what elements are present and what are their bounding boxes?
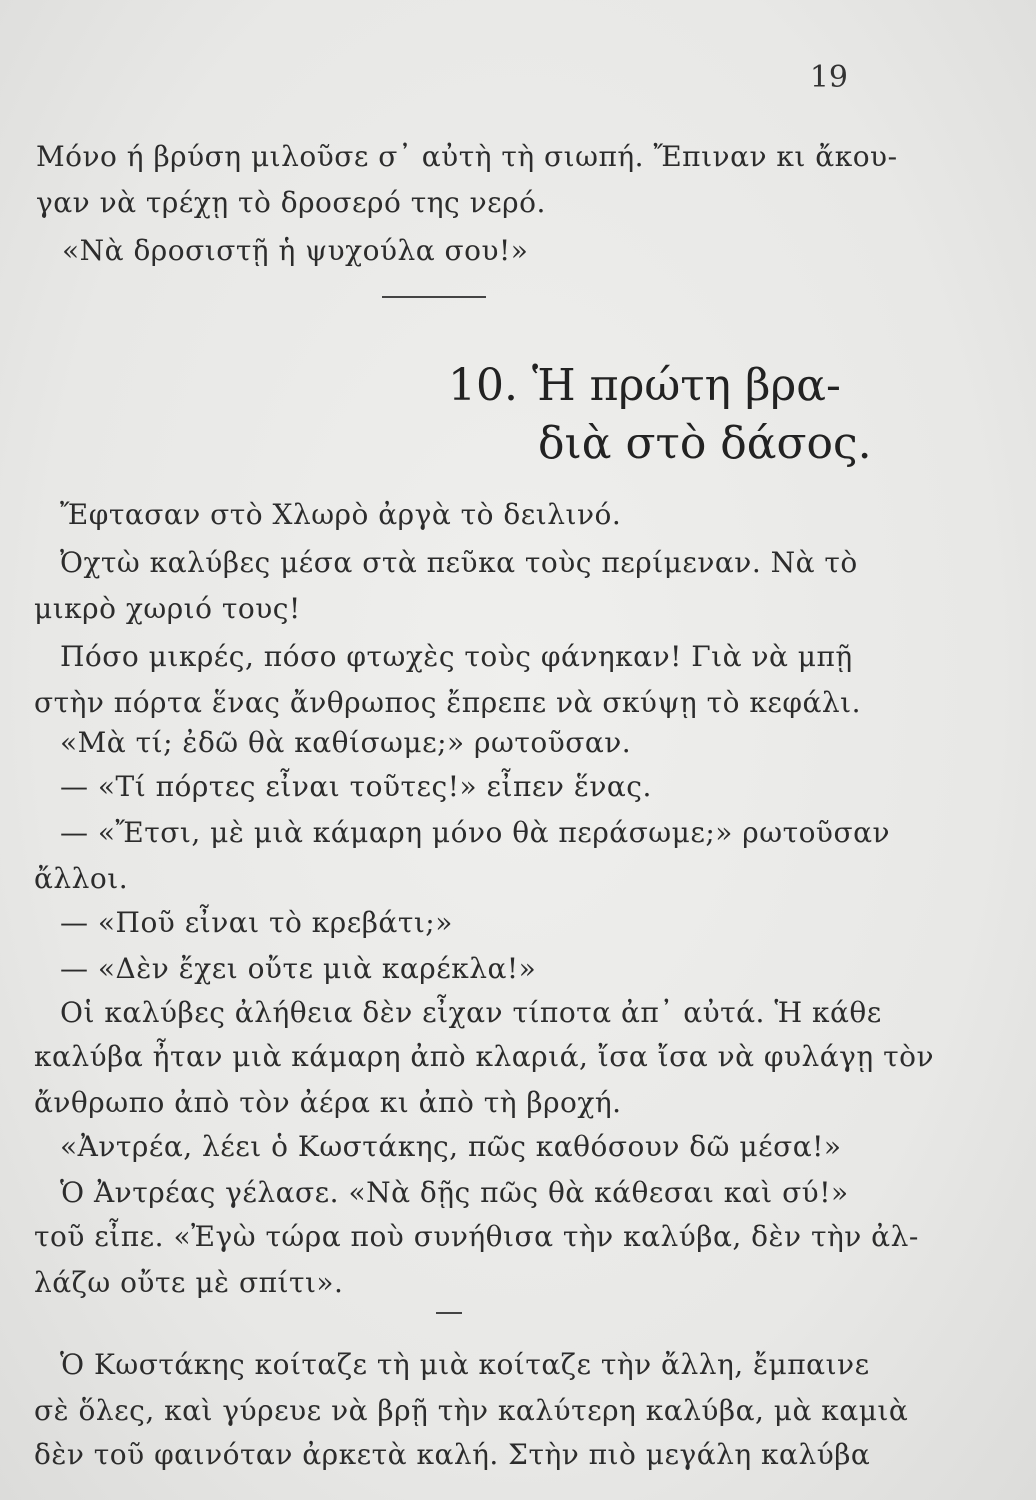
text-line: Ὁ Ἀντρέας γέλασε. «Νὰ δῇς πῶς θὰ κάθεσαι καὶ σύ!» (60, 1176, 849, 1209)
text-line: γαν νὰ τρέχῃ τὸ δροσερό της νερό. (36, 186, 546, 219)
text-line: ἄνθρωπο ἀπὸ τὸν ἀέρα κι ἀπὸ τὴ βροχή. (34, 1086, 622, 1119)
text-line: δὲν τοῦ φαινόταν ἀρκετὰ καλή. Στὴν πιὸ μεγάλη καλύβα (34, 1438, 871, 1471)
text-line: Ὁ Κωστάκης κοίταζε τὴ μιὰ κοίταζε τὴν ἄλλη, ἔμπαινε (60, 1348, 870, 1381)
text-line: — «Δὲν ἔχει οὔτε μιὰ καρέκλα!» (60, 952, 537, 985)
text-line: Πόσο μικρές, πόσο φτωχὲς τοὺς φάνηκαν! Γιὰ νὰ μπῇ (60, 640, 853, 673)
text-line: λάζω οὔτε μὲ σπίτι». (34, 1266, 344, 1299)
page-number: 19 (809, 60, 848, 95)
text-line: τοῦ εἶπε. «Ἐγὼ τώρα ποὺ συνήθισα τὴν καλύβα, δὲν τὴν ἀλ- (34, 1220, 919, 1253)
text-line: — «Ἔτσι, μὲ μιὰ κάμαρη μόνο θὰ περάσωμε;» ρωτοῦσαν (60, 816, 890, 849)
chapter-heading: διὰ στὸ δάσος. (538, 418, 872, 469)
text-line: «Μὰ τί; ἐδῶ θὰ καθίσωμε;» ρωτοῦσαν. (60, 726, 632, 759)
text-line: καλύβα ἦταν μιὰ κάμαρη ἀπὸ κλαριά, ἴσα ἴσα νὰ φυλάγῃ τὸν (34, 1040, 934, 1073)
text-line: στὴν πόρτα ἕνας ἄνθρωπος ἔπρεπε νὰ σκύψῃ τὸ κεφάλι. (34, 686, 861, 719)
text-line: Μόνο ή βρύση μιλοῦσε σ᾽ αὐτὴ τὴ σιωπή. Ἔπιναν κι ἄκου- (36, 140, 898, 173)
text-line: «Ἀντρέα, λέει ὁ Κωστάκης, πῶς καθόσουν δῶ μέσα!» (60, 1130, 842, 1163)
text-line: Ὀχτὼ καλύβες μέσα στὰ πεῦκα τοὺς περίμεναν. Νὰ τὸ (60, 546, 858, 579)
text-line: — «Ποῦ εἶναι τὸ κρεβάτι;» (60, 906, 453, 939)
text-line: «Νὰ δροσιστῇ ἡ ψυχούλα σου!» (62, 234, 529, 267)
text-line: ἄλλοι. (34, 862, 129, 895)
chapter-heading: 10. Ἡ πρώτη βρα- (448, 360, 841, 411)
section-divider (382, 296, 486, 298)
text-line: Οἱ καλύβες ἀλήθεια δὲν εἶχαν τίποτα ἀπ᾽ αὐτά. Ἡ κάθε (60, 996, 882, 1029)
text-line: Ἔφτασαν στὸ Χλωρὸ ἀργὰ τὸ δειλινό. (60, 498, 622, 531)
text-line: σὲ ὅλες, καὶ γύρευε νὰ βρῇ τὴν καλύτερη καλύβα, μὰ καμιὰ (34, 1394, 909, 1427)
section-divider (436, 1312, 462, 1314)
text-line: μικρὸ χωριό τους! (34, 592, 301, 625)
text-line: — «Τί πόρτες εἶναι τοῦτες!» εἶπεν ἕνας. (60, 770, 652, 803)
